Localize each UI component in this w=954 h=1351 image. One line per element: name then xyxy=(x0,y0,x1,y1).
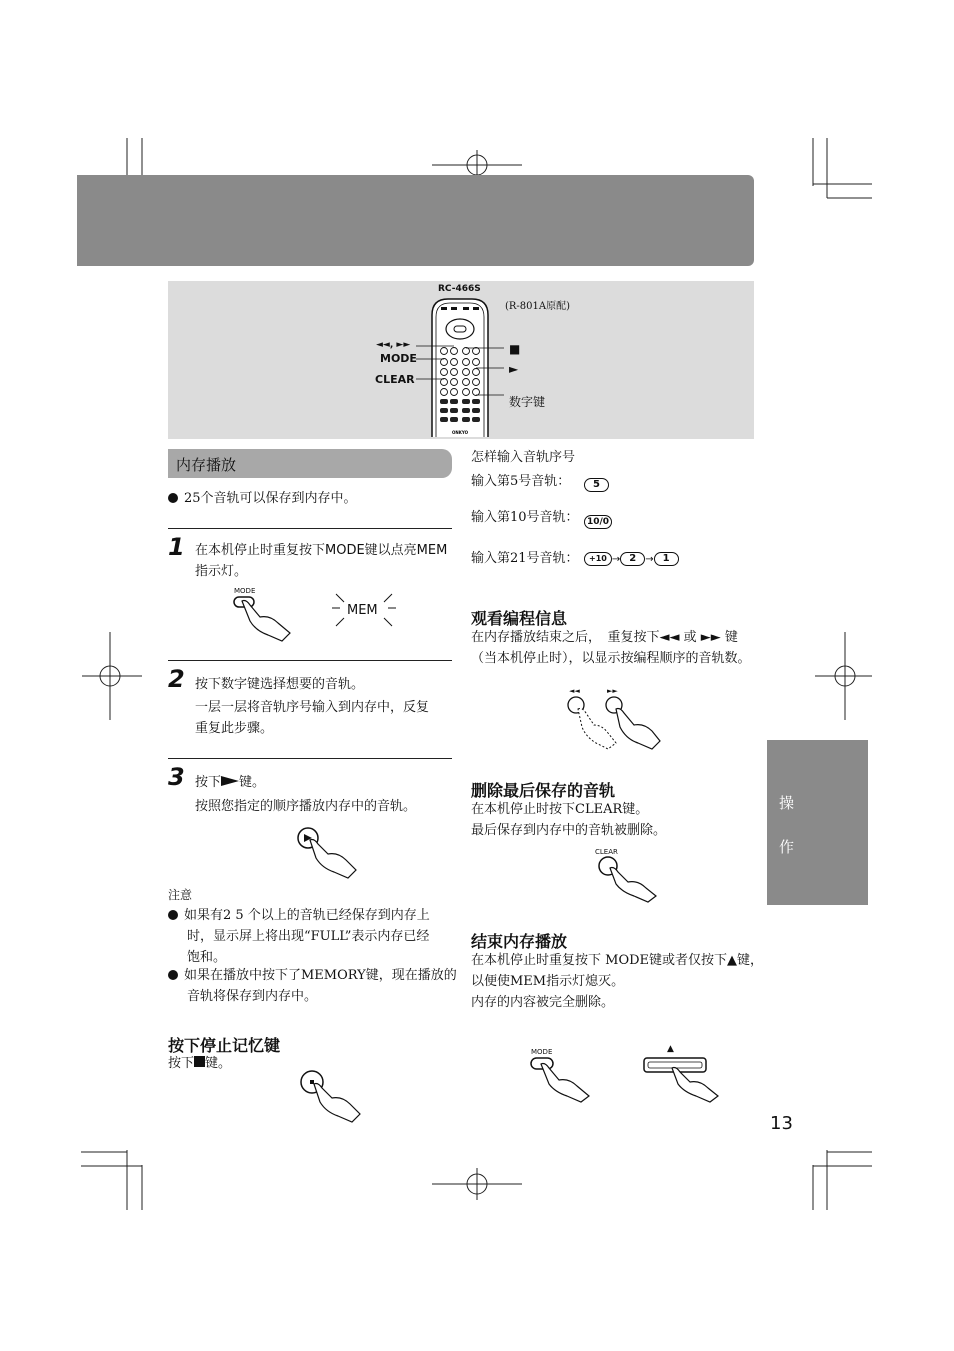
forward-label: ►► xyxy=(607,687,618,695)
enter-track-row-1: 输入第5号音轨： xyxy=(471,474,571,489)
remote-brand: ONKYO xyxy=(451,430,469,435)
note-1: 如果有2 5 个以上的音轨已经保存到内存上 时，显示屏上将出现“FULL”表示内存已经 饱和。 xyxy=(168,905,458,968)
section-title-memory-play: 内存播放 xyxy=(168,449,452,478)
intro-line: 25个音轨可以保存到内存中。 xyxy=(168,488,357,509)
page-number: 13 xyxy=(770,1113,793,1134)
key-sequence: +10 → 2 → 1 xyxy=(584,552,679,566)
view-program-text: 在内存播放结束之后， 重复按下◄◄ 或 ►► 键 （当本机停止时），以显示按编程顺序的音轨数。 xyxy=(471,630,751,666)
remote-illustration xyxy=(428,295,492,437)
step-3-title: 按下 键。 xyxy=(195,775,266,790)
step-2-desc: 一层一层将音轨序号输入到内存中，反复 重复此步骤。 xyxy=(195,700,430,736)
stop-icon xyxy=(194,1056,205,1067)
step-2-number: 2 xyxy=(168,665,185,693)
eject-label: ▲ xyxy=(667,1044,674,1054)
side-tab-char1: 操 xyxy=(779,794,795,812)
step-1-number: 1 xyxy=(168,533,185,561)
key-plus10: +10 xyxy=(584,552,612,566)
delete-last-text: 在本机停止时按下CLEAR键。 最后保存到内存中的音轨被删除。 xyxy=(471,802,667,838)
stop-memory-title: 按下停止记忆键 xyxy=(168,1036,281,1055)
step-3-desc: 按照您指定的顺序播放内存中的音轨。 xyxy=(195,799,417,814)
key-5: 5 xyxy=(584,478,609,492)
note-title: 注意 xyxy=(168,888,193,902)
remote-label-clear: CLEAR xyxy=(375,373,415,386)
remote-model: RC-466S xyxy=(438,284,481,294)
divider xyxy=(168,528,452,529)
key-10-0: 10/0 xyxy=(584,515,612,529)
mem-indicator: MEM xyxy=(347,603,378,618)
view-program-title: 观看编程信息 xyxy=(471,609,568,628)
enter-track-row-3: 输入第21号音轨： xyxy=(471,551,579,566)
enter-track-title: 怎样输入音轨序号 xyxy=(471,450,576,465)
mode-button-label: MODE xyxy=(234,587,256,595)
delete-last-title: 删除最后保存的音轨 xyxy=(471,781,616,800)
rewind-label: ◄◄ xyxy=(569,687,580,695)
remote-label-mode: MODE xyxy=(380,352,417,365)
end-memory-title: 结束内存播放 xyxy=(471,932,568,951)
divider xyxy=(168,758,452,759)
remote-note: (R-801A原配) xyxy=(505,301,571,312)
clear-button-label: CLEAR xyxy=(595,848,618,856)
stop-memory-text: 按下 键。 xyxy=(168,1056,232,1071)
hand-press-stop-icon xyxy=(298,1070,362,1122)
end-memory-text: 在本机停止时重复按下 MODE键或者仅按下▲键， 以便使MEM指示灯熄灭。 内存的内容被完全删除。 xyxy=(471,953,764,1010)
enter-track-row-2: 输入第10号音轨： xyxy=(471,510,579,525)
hand-press-clear-icon xyxy=(596,856,660,902)
remote-label-play: ► xyxy=(509,362,519,376)
step-2-title: 按下数字键选择想要的音轨。 xyxy=(195,677,365,692)
play-icon xyxy=(221,776,239,786)
remote-label-number-keys: 数字键 xyxy=(509,395,546,409)
divider xyxy=(168,660,452,661)
side-tab-char2: 作 xyxy=(779,838,795,856)
note-2: 如果在播放中按下了MEMORY键，现在播放的 音轨将保存到内存中。 xyxy=(168,965,458,1007)
header-bar xyxy=(77,175,754,266)
side-tab xyxy=(767,740,868,905)
step-1-text: 在本机停止时重复按下MODE键以点亮MEM 指示灯。 xyxy=(195,543,448,579)
hand-press-eject-icon xyxy=(642,1056,722,1102)
hand-press-skip-icon xyxy=(564,695,664,751)
hand-press-mode-2-icon xyxy=(529,1056,593,1102)
step-3-number: 3 xyxy=(168,763,185,791)
mode-button-label-2: MODE xyxy=(531,1048,553,1056)
remote-label-stop: ■ xyxy=(509,342,521,356)
key-2: 2 xyxy=(620,552,645,566)
hand-press-mode-icon xyxy=(232,595,296,643)
key-1: 1 xyxy=(654,552,679,566)
hand-press-play-icon xyxy=(296,826,360,878)
remote-label-skip: ◄◄, ►► xyxy=(376,340,411,350)
